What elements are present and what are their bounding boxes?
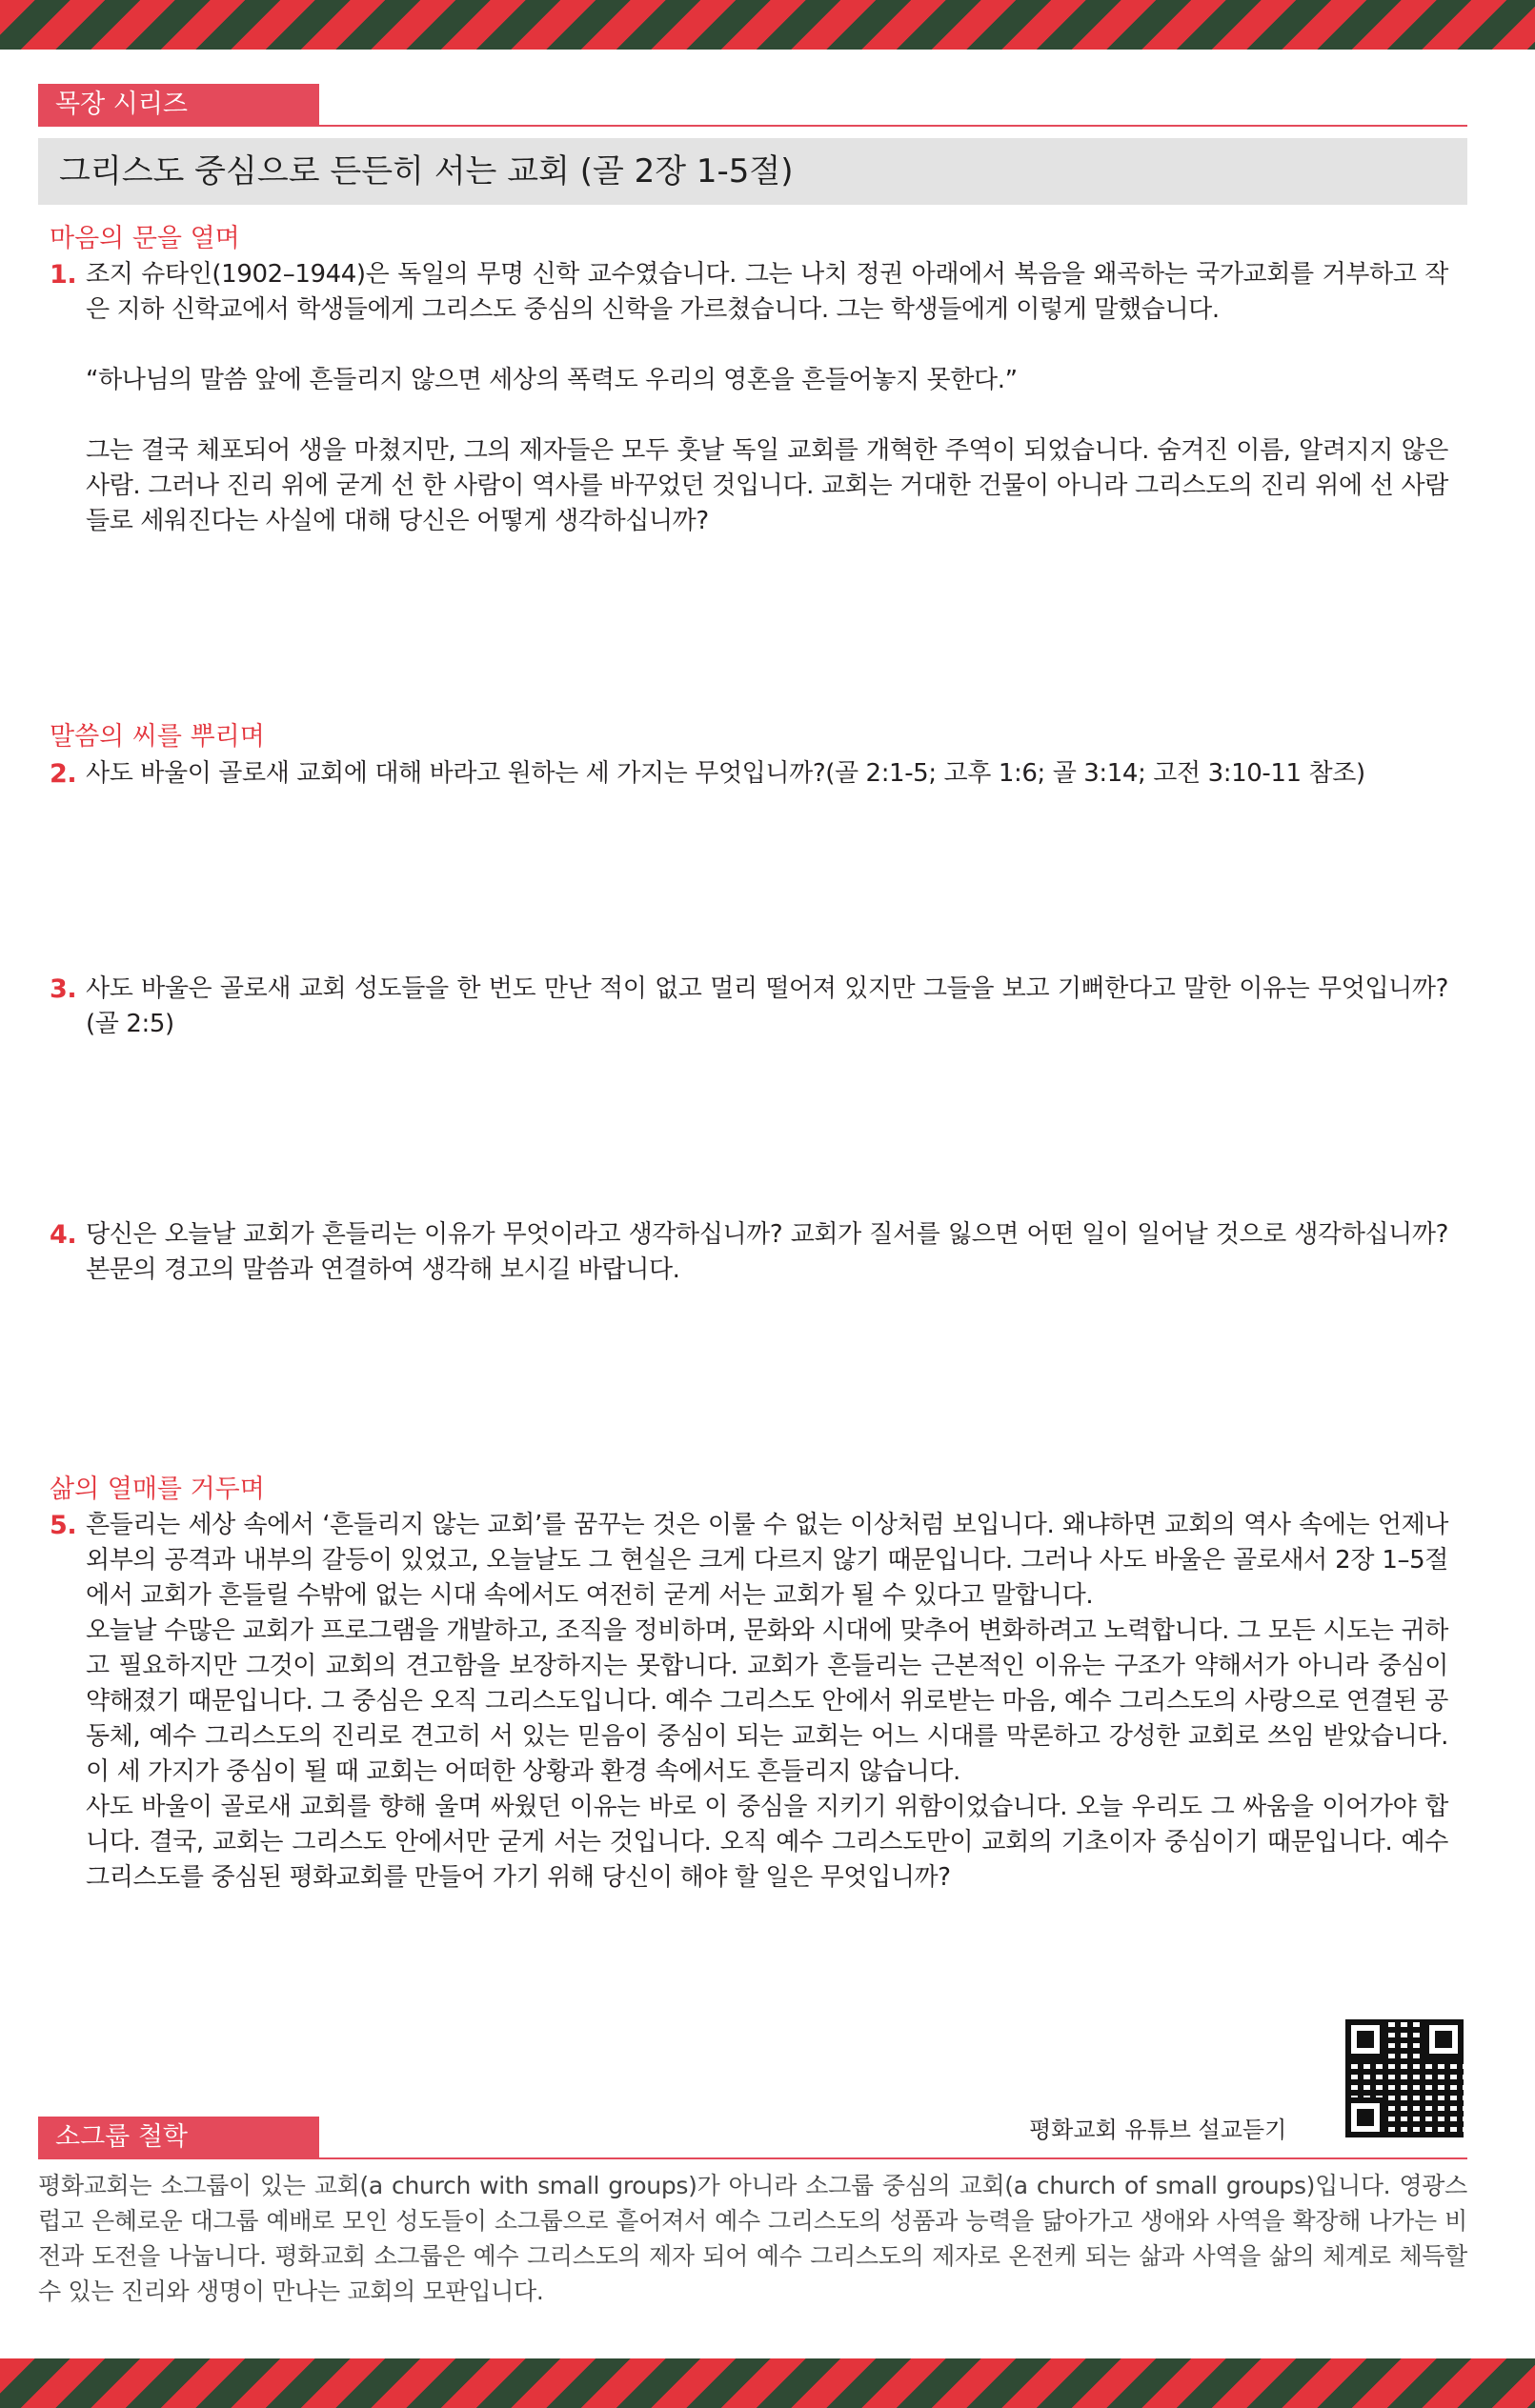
qr-finder-pattern — [1424, 2019, 1464, 2059]
question-paragraph: 그는 결국 체포되어 생을 마쳤지만, 그의 제자들은 모두 훗날 독일 교회를 개혁한 주역이 되었습니다. 숨겨진 이름, 알려지지 않은 사람. 그러나 진리 위에 굳게 선 한 사람이 역사를 바꾸었던 것입니다. 교회는 거대한 건물이 아니라 그리스도의 진리 위에 선 사람들로 세워진다는 사실에 대해 당신은 어떻게 생각하십니까? — [86, 436, 1448, 535]
question-paragraph: 흔들리는 세상 속에서 ‘흔들리지 않는 교회’를 꿈꾸는 것은 이룰 수 없는 이상처럼 보입니다. 왜냐하면 교회의 역사 속에는 언제나 외부의 공격과 내부의 갈등이 있었고, 오늘날도 그 현실은 크게 다르지 않기 때문입니다. 그러나 사도 바울은 골로새서 2장 1–5절에서 교회가 흔들릴 수밖에 없는 시대 속에서도 여전히 굳게 서는 교회가 될 수 있다고 말합니다. — [86, 1511, 1448, 1610]
question-body — [86, 1217, 1448, 1288]
section-heading-open-heart: 마음의 문을 열며 — [50, 224, 240, 253]
question-2 — [50, 756, 1448, 792]
question-text: 당신은 오늘날 교회가 흔들리는 이유가 무엇이라고 생각하십니까? 교회가 질서를 잃으면 어떤 일이 일어날 것으로 생각하십니까? 본문의 경고의 말씀과 연결하여 생각해 보시길 바랍니다. — [86, 1220, 1448, 1284]
page-title: 그리스도 중심으로 든든히 서는 교회 (골 2장 1-5절) — [38, 138, 1467, 205]
qr-finder-pattern — [1345, 2097, 1385, 2137]
question-text: 사도 바울은 골로새 교회 성도들을 한 번도 만난 적이 없고 멀리 떨어져 있지만 그들을 보고 기뻐한다고 말한 이유는 무엇입니까?(골 2:5) — [86, 974, 1448, 1038]
question-5 — [50, 1508, 1448, 1896]
question-number: 4. — [50, 1220, 77, 1250]
top-stripe-border — [0, 0, 1535, 50]
question-body — [86, 257, 1448, 539]
question-number: 3. — [50, 974, 77, 1004]
question-body — [86, 972, 1448, 1042]
qr-caption: 평화교회 유튜브 설교듣기 — [1029, 2117, 1287, 2143]
question-number: 2. — [50, 759, 77, 789]
series-tag-underline — [38, 125, 1467, 127]
question-paragraph: 조지 슈타인(1902–1944)은 독일의 무명 신학 교수였습니다. 그는 나치 정권 아래에서 복음을 왜곡하는 국가교회를 거부하고 작은 지하 신학교에서 학생들에게 그리스도 중심의 신학을 가르쳤습니다. 그는 학생들에게 이렇게 말했습니다. — [86, 260, 1448, 324]
small-group-tag: 소그룹 철학 — [38, 2117, 319, 2158]
section-heading-harvest: 삶의 열매를 거두며 — [50, 1475, 265, 1504]
question-number: 5. — [50, 1511, 77, 1540]
youtube-qr-code[interactable] — [1345, 2019, 1464, 2137]
question-4 — [50, 1217, 1448, 1288]
question-paragraph: 오늘날 수많은 교회가 프로그램을 개발하고, 조직을 정비하며, 문화와 시대에 맞추어 변화하려고 노력합니다. 그 모든 시도는 귀하고 필요하지만 그것이 교회의 견고함을 보장하지는 못합니다. 교회가 흔들리는 근본적인 이유는 구조가 약해서가 아니라 중심이 약해졌기 때문입니다. 그 중심은 오직 그리스도입니다. 예수 그리스도 안에서 위로받는 마음, 예수 그리스도의 사랑으로 연결된 공동체, 예수 그리스도의 진리로 견고히 서 있는 믿음이 중심이 되는 교회는 어느 시대를 막론하고 강성한 교회로 쓰임 받았습니다. 이 세 가지가 중심이 될 때 교회는 어떠한 상황과 환경 속에서도 흔들리지 않습니다. — [86, 1616, 1448, 1786]
section-heading-sow-word: 말씀의 씨를 뿌리며 — [50, 722, 265, 752]
small-group-tag-underline — [38, 2157, 1467, 2159]
series-tag: 목장 시리즈 — [38, 84, 319, 126]
small-group-philosophy-text: 평화교회는 소그룹이 있는 교회(a church with small groups)가 아니라 소그룹 중심의 교회(a church of small groups)입니다. 영광스럽고 은혜로운 대그룹 예배로 모인 성도들이 소그룹으로 흩어져서 예수 그리스도의 성품과 능력을 닮아가고 생애와 사역을 확장해 나가는 비전과 도전을 나눕니다. 평화교회 소그룹은 예수 그리스도의 제자 되어 예수 그리스도의 제자로 온전케 되는 삶과 사역을 삶의 체계로 체득할 수 있는 진리와 생명이 만나는 교회의 모판입니다. — [38, 2172, 1467, 2305]
qr-finder-pattern — [1345, 2019, 1385, 2059]
question-paragraph: 사도 바울이 골로새 교회를 향해 울며 싸웠던 이유는 바로 이 중심을 지키기 위함이었습니다. 오늘 우리도 그 싸움을 이어가야 합니다. 결국, 교회는 그리스도 안에서만 굳게 서는 것입니다. 오직 예수 그리스도만이 교회의 기초이자 중심이기 때문입니다. 예수 그리스도를 중심된 평화교회를 만들어 가기 위해 당신이 해야 할 일은 무엇입니까? — [86, 1793, 1448, 1892]
question-number: 1. — [50, 260, 77, 290]
question-body — [86, 1508, 1448, 1896]
question-text: 사도 바울이 골로새 교회에 대해 바라고 원하는 세 가지는 무엇입니까?(골 2:1-5; 고후 1:6; 골 3:14; 고전 3:10-11 참조) — [86, 759, 1365, 788]
question-body — [86, 756, 1448, 792]
question-quote: “하나님의 말씀 앞에 흔들리지 않으면 세상의 폭력도 우리의 영혼을 흔들어놓지 못한다.” — [86, 366, 1018, 394]
question-1 — [50, 257, 1448, 539]
bottom-stripe-border — [0, 2358, 1535, 2408]
question-3 — [50, 972, 1448, 1042]
